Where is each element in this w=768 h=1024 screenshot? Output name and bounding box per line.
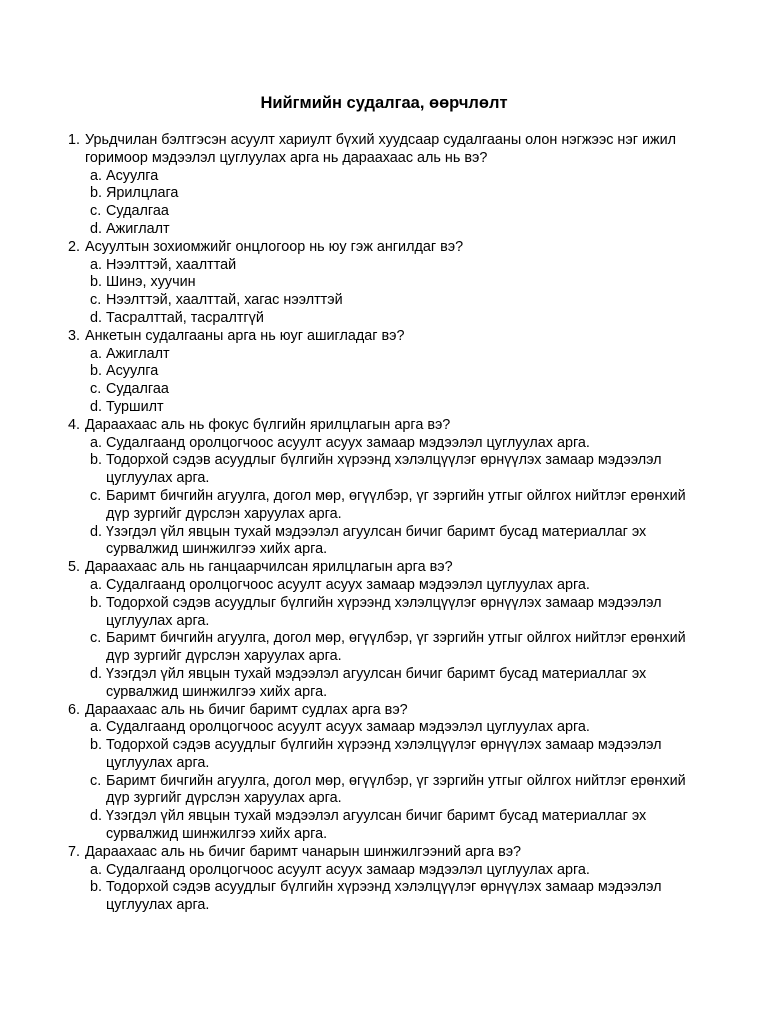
- option-letter: d.: [90, 309, 103, 326]
- question-number: 1.: [68, 132, 81, 148]
- option-text: Судалгаа: [106, 203, 169, 220]
- document-title: Нийгмийн судалгаа, өөрчлөлт: [260, 94, 508, 112]
- question-line: [68, 844, 708, 862]
- option-text: Ажиглалт: [106, 345, 170, 362]
- question-text: Дараахаас аль нь фокус бүлгийн ярилцлагын арга вэ?: [85, 416, 451, 433]
- option-letter: c.: [90, 203, 102, 220]
- question-number: 7.: [68, 843, 81, 860]
- answer-option: [90, 203, 708, 221]
- answer-option: [90, 452, 708, 488]
- answer-option: [90, 879, 708, 915]
- answer-options: [68, 862, 708, 915]
- question-number: 6.: [68, 701, 81, 718]
- option-letter: a.: [90, 167, 103, 184]
- question-text: Анкетын судалгааны арга нь юуг ашигладаг вэ?: [85, 327, 405, 344]
- question-text: Дараахаас аль нь бичиг баримт судлах арга вэ?: [85, 701, 408, 718]
- answer-options: [68, 257, 708, 328]
- option-letter: c.: [90, 630, 102, 647]
- answer-options: [68, 719, 708, 844]
- option-letter: a.: [90, 861, 103, 878]
- question-list: [68, 132, 708, 915]
- option-letter: b.: [90, 363, 103, 380]
- question-item: [68, 559, 708, 701]
- option-letter: d.: [90, 665, 103, 682]
- option-text: Баримт бичгийн агуулга, догол мөр, өгүүлбэр, үг зэргийн утгыг ойлгох нийтлэг ерөнхий дүр зургийг дүрслэн харуулах арга.: [106, 772, 686, 807]
- option-letter: b.: [90, 274, 103, 291]
- answer-option: [90, 862, 708, 880]
- question-number: 3.: [68, 327, 81, 344]
- answer-options: [68, 435, 708, 560]
- option-text: Үзэгдэл үйл явцын тухай мэдээлэл агуулсан бичиг баримт бусад материаллаг эх сурвалжид шинжилгээ хийх арга.: [106, 523, 647, 558]
- question-text: Дараахаас аль нь ганцаарчилсан ярилцлагын арга вэ?: [85, 559, 453, 576]
- option-text: Нээлттэй, хаалттай, хагас нээлттэй: [106, 292, 343, 309]
- option-text: Нээлттэй, хаалттай: [106, 256, 237, 273]
- answer-options: [68, 577, 708, 702]
- option-letter: a.: [90, 576, 103, 593]
- answer-option: [90, 257, 708, 275]
- question-number: 2.: [68, 238, 81, 255]
- option-text: Ажиглалт: [106, 220, 170, 237]
- option-text: Тодорхой сэдэв асуудлыг бүлгийн хүрээнд хэлэлцүүлэг өрнүүлэх замаар мэдээлэл цуглуулах арга.: [106, 452, 662, 487]
- option-text: Судалгаанд оролцогчоос асуулт асуух замаар мэдээлэл цуглуулах арга.: [106, 861, 590, 878]
- question-text: Асуултын зохиомжийг онцлогоор нь юу гэж ангилдаг вэ?: [85, 238, 464, 255]
- question-line: [68, 702, 708, 720]
- option-text: Шинэ, хуучин: [106, 274, 196, 291]
- answer-option: [90, 666, 708, 702]
- option-text: Тодорхой сэдэв асуудлыг бүлгийн хүрээнд хэлэлцүүлэг өрнүүлэх замаар мэдээлэл цуглуулах арга.: [106, 879, 662, 914]
- answer-options: [68, 346, 708, 417]
- question-text: Дараахаас аль нь бичиг баримт чанарын шинжилгээний арга вэ?: [85, 843, 522, 860]
- question-line: [68, 328, 708, 346]
- question-item: [68, 844, 708, 915]
- question-number: 5.: [68, 559, 81, 576]
- option-letter: c.: [90, 772, 102, 789]
- option-text: Судалгаа: [106, 381, 169, 398]
- answer-option: [90, 808, 708, 844]
- option-letter: c.: [90, 292, 102, 309]
- option-letter: a.: [90, 719, 103, 736]
- question-line: [68, 559, 708, 577]
- option-letter: d.: [90, 220, 103, 237]
- option-text: Туршилт: [106, 398, 164, 415]
- option-letter: b.: [90, 737, 103, 754]
- option-letter: a.: [90, 345, 103, 362]
- answer-options: [68, 168, 708, 239]
- question-line: [68, 239, 708, 257]
- option-text: Асуулга: [106, 363, 159, 380]
- option-letter: b.: [90, 185, 103, 202]
- answer-option: [90, 363, 708, 381]
- option-letter: b.: [90, 452, 103, 469]
- question-text: Урьдчилан бэлтгэсэн асуулт хариулт бүхий хуудсаар судалгааны олон нэгжээс нэг ижил горимоор мэдээлэл цуглуулах арга нь дараахаас аль нь вэ?: [85, 132, 677, 166]
- question-item: [68, 417, 708, 559]
- option-text: Үзэгдэл үйл явцын тухай мэдээлэл агуулсан бичиг баримт бусад материаллаг эх сурвалжид шинжилгээ хийх арга.: [106, 808, 647, 843]
- option-text: Судалгаанд оролцогчоос асуулт асуух замаар мэдээлэл цуглуулах арга.: [106, 434, 590, 451]
- answer-option: [90, 292, 708, 310]
- answer-option: [90, 577, 708, 595]
- answer-option: [90, 719, 708, 737]
- question-item: [68, 702, 708, 844]
- option-text: Тодорхой сэдэв асуудлыг бүлгийн хүрээнд хэлэлцүүлэг өрнүүлэх замаар мэдээлэл цуглуулах арга.: [106, 594, 662, 629]
- option-text: Үзэгдэл үйл явцын тухай мэдээлэл агуулсан бичиг баримт бусад материаллаг эх сурвалжид шинжилгээ хийх арга.: [106, 665, 647, 700]
- answer-option: [90, 310, 708, 328]
- option-text: Баримт бичгийн агуулга, догол мөр, өгүүлбэр, үг зэргийн утгыг ойлгох нийтлэг ерөнхий дүр зургийг дүрслэн харуулах арга.: [106, 487, 686, 522]
- question-line: [68, 417, 708, 435]
- answer-option: [90, 274, 708, 292]
- answer-option: [90, 435, 708, 453]
- question-line: [68, 132, 708, 168]
- option-letter: d.: [90, 398, 103, 415]
- option-text: Ярилцлага: [106, 185, 179, 202]
- option-letter: b.: [90, 879, 103, 896]
- question-item: [68, 239, 708, 328]
- answer-option: [90, 381, 708, 399]
- answer-option: [90, 524, 708, 560]
- answer-option: [90, 773, 708, 809]
- option-text: Тасралттай, тасралтгүй: [106, 309, 264, 326]
- option-text: Асуулга: [106, 167, 159, 184]
- option-letter: d.: [90, 523, 103, 540]
- answer-option: [90, 185, 708, 203]
- answer-option: [90, 399, 708, 417]
- option-letter: b.: [90, 594, 103, 611]
- answer-option: [90, 221, 708, 239]
- question-item: [68, 132, 708, 239]
- option-text: Судалгаанд оролцогчоос асуулт асуух замаар мэдээлэл цуглуулах арга.: [106, 576, 590, 593]
- option-letter: c.: [90, 381, 102, 398]
- answer-option: [90, 346, 708, 364]
- answer-option: [90, 630, 708, 666]
- question-item: [68, 328, 708, 417]
- option-letter: a.: [90, 256, 103, 273]
- answer-option: [90, 737, 708, 773]
- answer-option: [90, 595, 708, 631]
- option-letter: d.: [90, 808, 103, 825]
- option-letter: c.: [90, 487, 102, 504]
- option-letter: a.: [90, 434, 103, 451]
- answer-option: [90, 488, 708, 524]
- answer-option: [90, 168, 708, 186]
- question-number: 4.: [68, 416, 81, 433]
- option-text: Баримт бичгийн агуулга, догол мөр, өгүүлбэр, үг зэргийн утгыг ойлгох нийтлэг ерөнхий дүр зургийг дүрслэн харуулах арга.: [106, 630, 686, 665]
- option-text: Тодорхой сэдэв асуудлыг бүлгийн хүрээнд хэлэлцүүлэг өрнүүлэх замаар мэдээлэл цуглуулах арга.: [106, 737, 662, 771]
- option-text: Судалгаанд оролцогчоос асуулт асуух замаар мэдээлэл цуглуулах арга.: [106, 719, 590, 736]
